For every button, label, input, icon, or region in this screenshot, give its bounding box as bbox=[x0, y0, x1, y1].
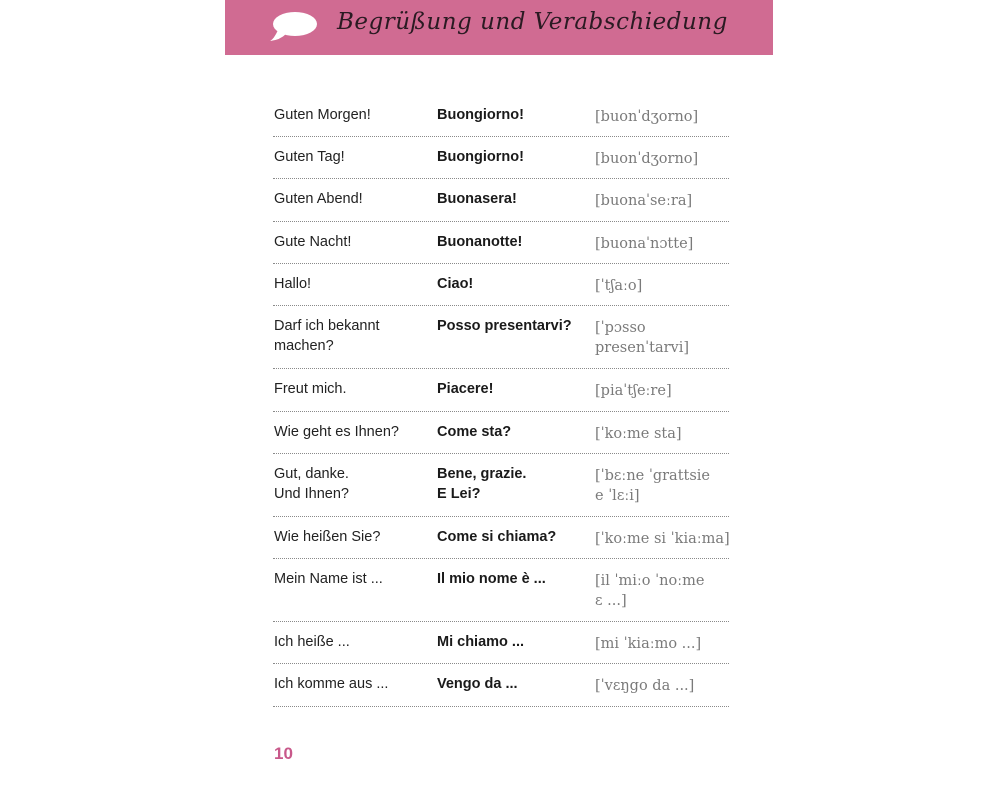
german-phrase bbox=[273, 316, 437, 356]
phrase-row bbox=[273, 306, 729, 369]
pronunciation-line: [mi ˈkiaːmo ...] bbox=[595, 636, 702, 652]
german-phrase-line: machen? bbox=[274, 338, 334, 354]
italian-phrase-line: Buongiorno! bbox=[437, 149, 524, 165]
phrase-row bbox=[273, 517, 729, 559]
german-phrase-line: Ich komme aus ... bbox=[274, 676, 389, 692]
italian-phrase-line: Come si chiama? bbox=[437, 529, 557, 545]
italian-phrase bbox=[437, 569, 595, 589]
italian-phrase bbox=[437, 632, 595, 652]
pronunciation bbox=[595, 527, 729, 549]
phrase-row bbox=[273, 559, 729, 622]
pronunciation bbox=[595, 632, 729, 654]
italian-phrase-line: Mi chiamo ... bbox=[437, 634, 525, 650]
phrase-row bbox=[273, 137, 729, 179]
german-phrase-line: Hallo! bbox=[274, 276, 312, 292]
phrase-row bbox=[273, 264, 729, 306]
german-phrase bbox=[273, 569, 437, 589]
german-phrase-line: Gute Nacht! bbox=[274, 234, 352, 250]
pronunciation bbox=[595, 189, 729, 211]
pronunciation bbox=[595, 147, 729, 169]
pronunciation-line: ɛ ...] bbox=[595, 593, 627, 609]
italian-phrase bbox=[437, 379, 595, 399]
phrase-row bbox=[273, 622, 729, 664]
italian-phrase-line: Buonanotte! bbox=[437, 234, 523, 250]
german-phrase bbox=[273, 422, 437, 442]
italian-phrase bbox=[437, 189, 595, 209]
pronunciation-line: [ˈbɛːne ˈgrattsie bbox=[595, 468, 711, 484]
german-phrase bbox=[273, 105, 437, 125]
german-phrase-line: Ich heiße ... bbox=[274, 634, 350, 650]
phrase-row bbox=[273, 179, 729, 222]
italian-phrase-line: Vengo da ... bbox=[437, 676, 518, 692]
italian-phrase bbox=[437, 232, 595, 252]
italian-phrase-line: E Lei? bbox=[437, 486, 481, 502]
german-phrase-line: Und Ihnen? bbox=[274, 486, 349, 502]
pronunciation bbox=[595, 569, 729, 611]
german-phrase-line: Freut mich. bbox=[274, 381, 347, 397]
pronunciation bbox=[595, 105, 729, 127]
german-phrase bbox=[273, 632, 437, 652]
italian-phrase bbox=[437, 105, 595, 125]
italian-phrase-line: Posso presentarvi? bbox=[437, 318, 572, 334]
pronunciation-line: [piaˈtʃeːre] bbox=[595, 383, 672, 399]
chapter-title: Begrüßung und Verabschiedung bbox=[337, 9, 728, 35]
italian-phrase bbox=[437, 464, 595, 504]
german-phrase-line: Guten Morgen! bbox=[274, 107, 371, 123]
german-phrase-line: Wie heißen Sie? bbox=[274, 529, 381, 545]
italian-phrase bbox=[437, 674, 595, 694]
phrase-table bbox=[273, 95, 729, 707]
pronunciation-line: [ˈpɔsso bbox=[595, 320, 646, 336]
pronunciation-line: [ˈvɛŋgo da ...] bbox=[595, 678, 695, 694]
pronunciation-line: [buonˈdʒorno] bbox=[595, 109, 699, 125]
pronunciation-line: e ˈlɛːi] bbox=[595, 488, 640, 504]
pronunciation-line: [ˈtʃaːo] bbox=[595, 278, 643, 294]
speech-bubble-icon bbox=[268, 9, 320, 43]
german-phrase bbox=[273, 527, 437, 547]
german-phrase-line: Guten Abend! bbox=[274, 191, 363, 207]
pronunciation-line: [buonaˈseːra] bbox=[595, 193, 693, 209]
german-phrase bbox=[273, 189, 437, 209]
german-phrase bbox=[273, 379, 437, 399]
phrase-row bbox=[273, 369, 729, 412]
italian-phrase-line: Come sta? bbox=[437, 424, 512, 440]
german-phrase-line: Guten Tag! bbox=[274, 149, 345, 165]
pronunciation-line: [buonaˈnɔtte] bbox=[595, 236, 694, 252]
phrase-row bbox=[273, 222, 729, 264]
italian-phrase bbox=[437, 527, 595, 547]
pronunciation bbox=[595, 379, 729, 401]
italian-phrase-line: Buongiorno! bbox=[437, 107, 524, 123]
italian-phrase-line: Bene, grazie. bbox=[437, 466, 527, 482]
german-phrase bbox=[273, 674, 437, 694]
page-number: 10 bbox=[274, 744, 293, 763]
pronunciation bbox=[595, 464, 729, 506]
phrase-row bbox=[273, 412, 729, 454]
pronunciation bbox=[595, 422, 729, 444]
italian-phrase bbox=[437, 274, 595, 294]
phrase-row bbox=[273, 95, 729, 137]
pronunciation bbox=[595, 316, 729, 358]
pronunciation-line: [ˈkoːme sta] bbox=[595, 426, 682, 442]
pronunciation-line: [ˈkoːme si ˈkiaːma] bbox=[595, 531, 730, 547]
german-phrase bbox=[273, 464, 437, 504]
pronunciation-line: [il ˈmiːo ˈnoːme bbox=[595, 573, 705, 589]
italian-phrase-line: Il mio nome è ... bbox=[437, 571, 546, 587]
italian-phrase bbox=[437, 316, 595, 336]
italian-phrase-line: Buonasera! bbox=[437, 191, 517, 207]
pronunciation bbox=[595, 274, 729, 296]
german-phrase-line: Darf ich bekannt bbox=[274, 318, 380, 334]
italian-phrase-line: Ciao! bbox=[437, 276, 474, 292]
german-phrase-line: Gut, danke. bbox=[274, 466, 349, 482]
italian-phrase bbox=[437, 147, 595, 167]
german-phrase-line: Wie geht es Ihnen? bbox=[274, 424, 399, 440]
german-phrase bbox=[273, 147, 437, 167]
german-phrase bbox=[273, 274, 437, 294]
german-phrase-line: Mein Name ist ... bbox=[274, 571, 383, 587]
italian-phrase bbox=[437, 422, 595, 442]
italian-phrase-line: Piacere! bbox=[437, 381, 494, 397]
german-phrase bbox=[273, 232, 437, 252]
phrase-row bbox=[273, 664, 729, 707]
pronunciation bbox=[595, 232, 729, 254]
pronunciation-line: [buonˈdʒorno] bbox=[595, 151, 699, 167]
pronunciation bbox=[595, 674, 729, 696]
phrase-row bbox=[273, 454, 729, 517]
pronunciation-line: presenˈtarvi] bbox=[595, 340, 690, 356]
